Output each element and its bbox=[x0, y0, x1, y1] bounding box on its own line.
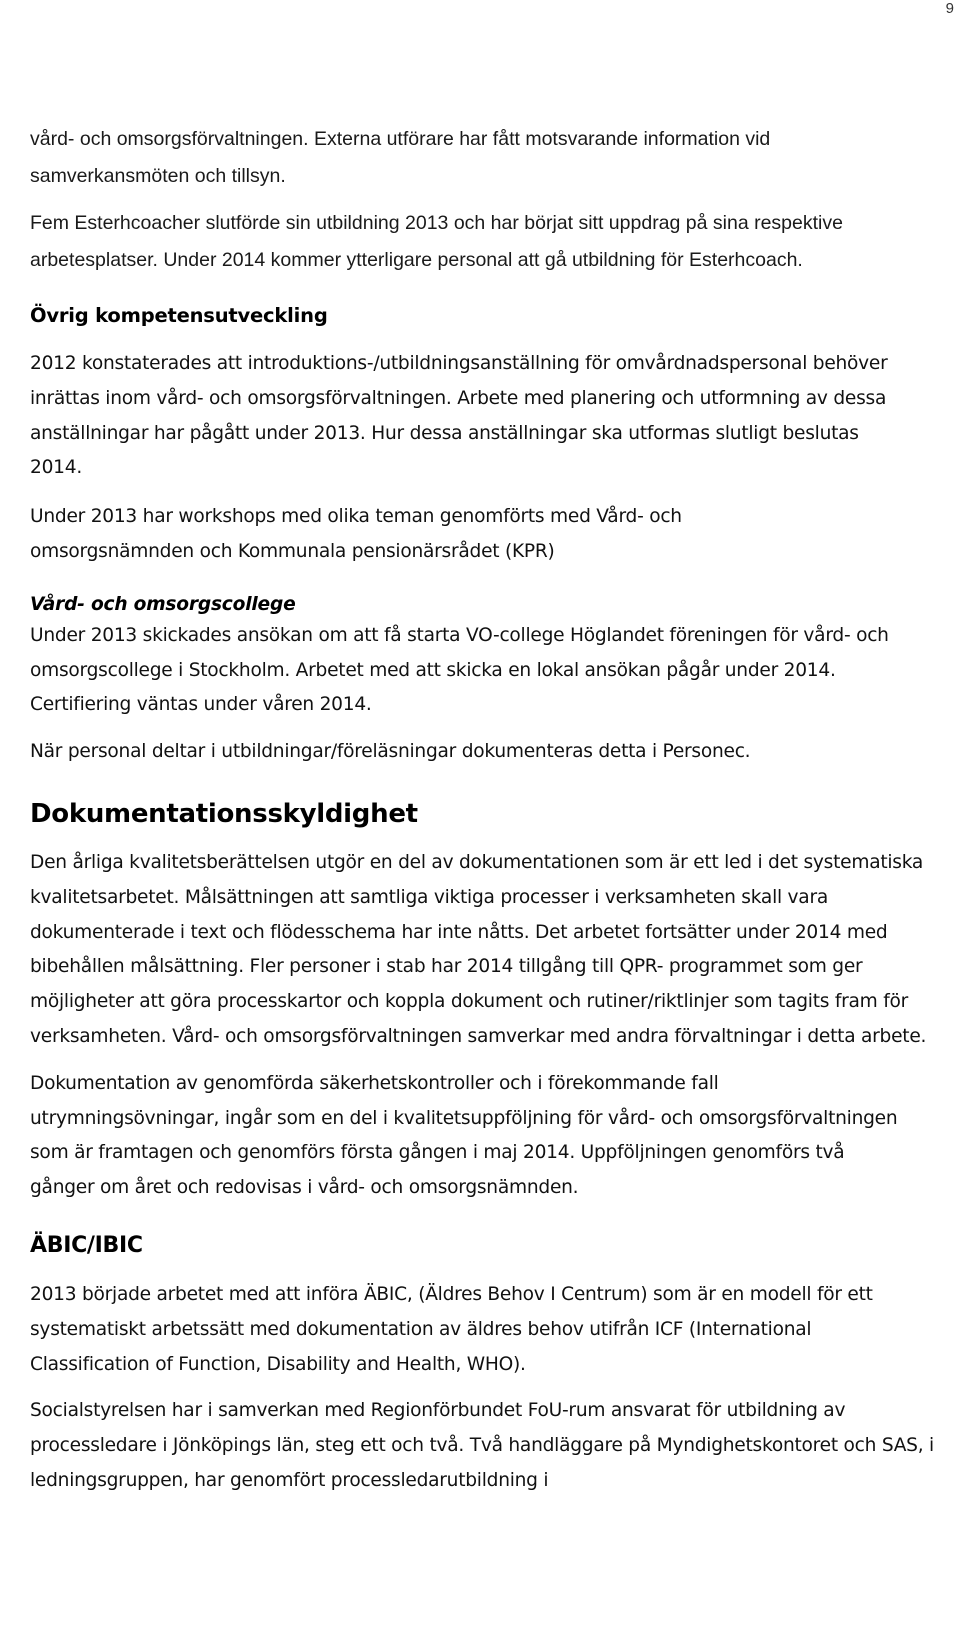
document-body bbox=[30, 121, 934, 1499]
paragraph-personec: När personal deltar i utbildningar/föreläsningar dokumenteras detta i Personec. bbox=[30, 741, 751, 763]
paragraph-vo-college: Under 2013 skickades ansökan om att få starta VO-college Höglandet föreningen för vård- och omsorgscollege i Stockholm. Arbetet med att skicka en lokal ansökan pågår under 2014. Certifiering väntas under våren 2014. bbox=[30, 624, 889, 716]
heading-ovrig-kompetensutveckling: Övrig kompetensutveckling bbox=[30, 304, 328, 327]
paragraph-esterhcoach: Fem Esterhcoacher slutförde sin utbildning 2013 och har börjat sitt uppdrag på sina respektive arbetesplatser. Under 2014 kommer ytterligare personal att gå utbildning för Esterhcoach. bbox=[30, 212, 843, 271]
heading-dokumentationsskyldighet: Dokumentationsskyldighet bbox=[30, 798, 418, 829]
heading-vard-och-omsorgscollege: Vård- och omsorgscollege bbox=[30, 593, 296, 615]
paragraph-abic: 2013 började arbetet med att införa ÄBIC, (Äldres Behov I Centrum) som är en modell för ett systematiskt arbetssätt med dokumentation av äldres behov utifrån ICF (International Classification of Function, Disability and Health, WHO). bbox=[30, 1283, 873, 1375]
paragraph-information: vård- och omsorgsförvaltningen. Externa utförare har fått motsvarande information vid samverkansmöten och tillsyn. bbox=[30, 128, 771, 187]
page-number: 9 bbox=[945, 0, 954, 17]
paragraph-workshops: Under 2013 har workshops med olika teman genomförts med Vård- och omsorgsnämnden och Kommunala pensionärsrådet (KPR) bbox=[30, 506, 682, 562]
paragraph-socialstyrelsen: Socialstyrelsen har i samverkan med Regionförbundet FoU-rum ansvarat för utbildning av processledare i Jönköpings län, steg ett och två. Två handläggare på Myndighetskontoret och SAS, i ledningsgruppen, har genomfört processledarutbildning i bbox=[30, 1400, 934, 1491]
heading-abic-ibic: ÄBIC/IBIC bbox=[30, 1232, 143, 1258]
paragraph-sakerhetskontroller: Dokumentation av genomförda säkerhetskontroller och i förekommande fall utrymningsövningar, ingår som en del i kvalitetsuppföljning för vård- och omsorgsförvaltningen som är framtagen och genomförs första gången i maj 2014. Uppföljningen genomförs två gånger om året och redovisas i vård- och omsorgsnämnden. bbox=[30, 1072, 898, 1199]
paragraph-introduktionsanstallning: 2012 konstaterades att introduktions-/utbildningsanställning för omvårdnadspersonal behöver inrättas inom vård- och omsorgsförvaltningen. Arbete med planering och utformning av dessa anställningar har pågått under 2013. Hur dessa anställningar ska utformas slutligt beslutas 2014. bbox=[30, 353, 888, 479]
paragraph-kvalitetsberattelse: Den årliga kvalitetsberättelsen utgör en del av dokumentationen som är ett led i det systematiska kvalitetsarbetet. Målsättningen att samtliga viktiga processer i verksamheten skall vara dokumenterade i text och flödesschema har inte nåtts. Det arbetet fortsätter under 2014 med bibehållen målsättning. Fler personer i stab har 2014 tillgång till QPR- programmet som ger möjligheter att göra processkartor och koppla dokument och rutiner/riktlinjer som tagits fram för verksamheten. Vård- och omsorgsförvaltningen samverkar med andra förvaltningar i detta arbete. bbox=[30, 851, 927, 1047]
